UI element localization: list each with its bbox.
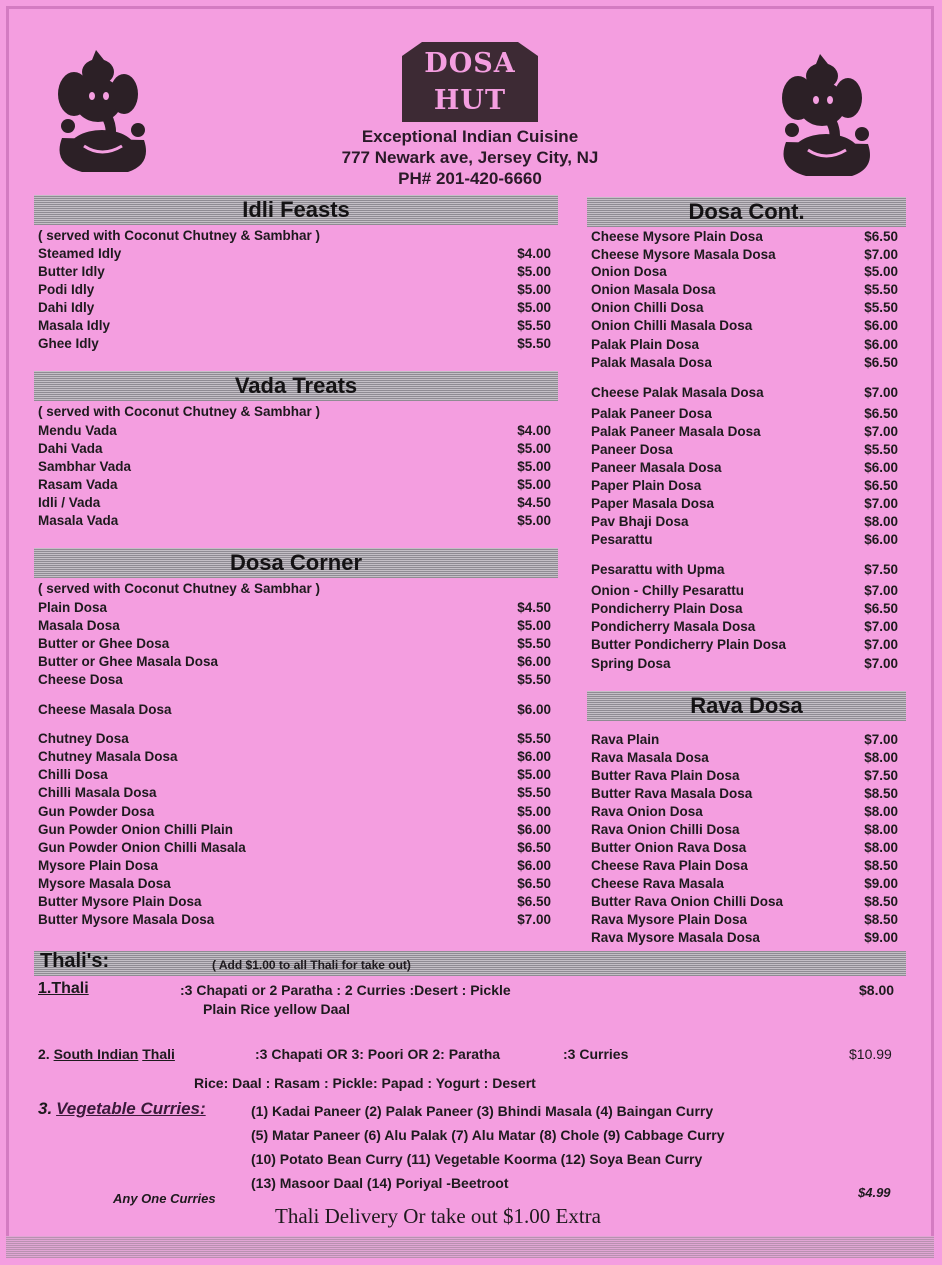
item-name: Butter Idly xyxy=(38,264,105,279)
menu-item xyxy=(591,911,898,929)
menu-item xyxy=(591,618,898,636)
item-price: $7.00 xyxy=(864,637,898,652)
item-price: $9.00 xyxy=(864,930,898,945)
item-price: $6.00 xyxy=(517,702,551,717)
item-name: Paneer Masala Dosa xyxy=(591,460,722,475)
menu-item xyxy=(38,440,551,458)
logo-line2: HUT xyxy=(433,85,507,116)
menu-item xyxy=(591,336,898,354)
item-name: Plain Dosa xyxy=(38,600,108,615)
item-price: $6.00 xyxy=(864,460,898,475)
thali-1-label: 1.Thali xyxy=(38,980,89,997)
item-name: Butter Pondicherry Plain Dosa xyxy=(591,637,787,652)
menu-item xyxy=(591,423,898,441)
dosa-corner-section-title: Dosa Corner xyxy=(34,548,558,578)
item-price: $7.50 xyxy=(864,562,898,577)
item-name: Pesarattu xyxy=(591,532,653,547)
menu-item xyxy=(38,671,551,689)
item-price: $7.00 xyxy=(864,619,898,634)
item-price: $4.00 xyxy=(517,246,551,261)
item-price: $7.00 xyxy=(864,424,898,439)
menu-item xyxy=(591,767,898,785)
menu-item xyxy=(38,599,551,617)
menu-item xyxy=(38,730,551,748)
item-price: $7.00 xyxy=(864,656,898,671)
tagline: Exceptional Indian Cuisine xyxy=(361,127,579,146)
dosa-cont-section-title: Dosa Cont. xyxy=(587,197,906,227)
menu-item xyxy=(591,839,898,857)
item-name: Rasam Vada xyxy=(38,477,118,492)
thali-2-line2: Rice: Daal : Rasam : Pickle: Papad : Yogurt : Desert xyxy=(194,1075,536,1091)
item-name: Cheese Dosa xyxy=(38,672,123,687)
item-name: Onion Chilli Masala Dosa xyxy=(591,318,753,333)
item-name: Dahi Vada xyxy=(38,441,103,456)
item-name: Cheese Mysore Plain Dosa xyxy=(591,229,763,244)
menu-item xyxy=(38,281,551,299)
item-price: $7.00 xyxy=(864,732,898,747)
item-price: $7.00 xyxy=(864,385,898,400)
menu-item xyxy=(38,821,551,839)
menu-item xyxy=(38,299,551,317)
item-name: Rava Onion Dosa xyxy=(591,804,703,819)
item-price: $5.00 xyxy=(864,264,898,279)
item-name: Chilli Masala Dosa xyxy=(38,785,157,800)
item-price: $8.50 xyxy=(864,858,898,873)
item-name: Spring Dosa xyxy=(591,656,671,671)
idli-note: ( served with Coconut Chutney & Sambhar ) xyxy=(38,228,321,243)
menu-item xyxy=(591,785,898,803)
item-price: $5.50 xyxy=(517,636,551,651)
item-name: Onion - Chilly Pesarattu xyxy=(591,583,745,598)
any-one-curries: Any One Curries xyxy=(113,1191,216,1206)
menu-item xyxy=(591,803,898,821)
veg-curries-line4: (13) Masoor Daal (14) Poriyal -Beetroot xyxy=(251,1175,509,1191)
menu-item xyxy=(591,299,898,317)
thali-2-label-b: Thali xyxy=(142,1046,175,1062)
item-name: Rava Plain xyxy=(591,732,660,747)
item-name: Onion Dosa xyxy=(591,264,667,279)
item-price: $5.00 xyxy=(517,477,551,492)
vada-note: ( served with Coconut Chutney & Sambhar ) xyxy=(38,404,321,419)
item-price: $5.00 xyxy=(517,804,551,819)
dosa-corner-note: ( served with Coconut Chutney & Sambhar ) xyxy=(38,581,321,596)
menu-item xyxy=(591,600,898,618)
item-name: Butter Rava Plain Dosa xyxy=(591,768,740,783)
bottom-band xyxy=(6,1236,934,1258)
item-price: $8.00 xyxy=(864,514,898,529)
item-name: Rava Mysore Masala Dosa xyxy=(591,930,760,945)
logo-line1: DOSA xyxy=(424,48,516,79)
thali-1-line1: :3 Chapati or 2 Paratha : 2 Curries :Desert : Pickle xyxy=(180,982,511,998)
item-price: $7.00 xyxy=(864,247,898,262)
item-name: Cheese Rava Masala xyxy=(591,876,724,891)
item-name: Cheese Rava Plain Dosa xyxy=(591,858,748,873)
item-name: Gun Powder Dosa xyxy=(38,804,155,819)
menu-item xyxy=(591,441,898,459)
item-price: $6.00 xyxy=(517,858,551,873)
item-name: Masala Idly xyxy=(38,318,111,333)
menu-item xyxy=(591,354,898,372)
vada-section-title: Vada Treats xyxy=(34,371,558,401)
item-name: Paneer Dosa xyxy=(591,442,673,457)
menu-item xyxy=(591,228,898,246)
item-price: $8.00 xyxy=(864,822,898,837)
item-price: $5.50 xyxy=(864,300,898,315)
ganesh-icon xyxy=(48,46,158,181)
thali-3-num: 3. xyxy=(38,1099,53,1118)
menu-item xyxy=(38,875,551,893)
item-price: $5.00 xyxy=(517,618,551,633)
menu-item xyxy=(591,317,898,335)
ganesh-icon xyxy=(772,50,882,185)
menu-item xyxy=(591,636,898,654)
item-price: $6.50 xyxy=(864,406,898,421)
menu-item xyxy=(38,857,551,875)
item-name: Cheese Masala Dosa xyxy=(38,702,172,717)
item-price: $6.00 xyxy=(517,654,551,669)
item-name: Chutney Dosa xyxy=(38,731,129,746)
item-price: $4.50 xyxy=(517,495,551,510)
menu-item xyxy=(591,731,898,749)
thali-2-price: $10.99 xyxy=(849,1046,892,1062)
thali-3-label-text: Vegetable Curries: xyxy=(56,1099,206,1118)
item-price: $5.50 xyxy=(517,731,551,746)
menu-item xyxy=(38,839,551,857)
item-name: Butter Onion Rava Dosa xyxy=(591,840,747,855)
menu-item xyxy=(38,766,551,784)
thali-band xyxy=(34,951,906,976)
item-price: $5.00 xyxy=(517,300,551,315)
item-price: $6.00 xyxy=(517,749,551,764)
item-price: $4.00 xyxy=(517,423,551,438)
item-price: $5.00 xyxy=(517,459,551,474)
address: 777 Newark ave, Jersey City, NJ xyxy=(341,148,599,167)
menu-item xyxy=(38,893,551,911)
menu-item xyxy=(591,655,898,673)
menu-item xyxy=(591,384,898,402)
item-price: $8.00 xyxy=(864,750,898,765)
item-name: Pondicherry Masala Dosa xyxy=(591,619,756,634)
thali-title: Thali's: xyxy=(40,950,110,972)
item-name: Idli / Vada xyxy=(38,495,101,510)
menu-item xyxy=(591,857,898,875)
thali-2-line1b: :3 Curries xyxy=(563,1046,629,1062)
item-price: $6.00 xyxy=(517,822,551,837)
item-price: $6.50 xyxy=(864,229,898,244)
item-name: Onion Chilli Dosa xyxy=(591,300,704,315)
item-name: Rava Mysore Plain Dosa xyxy=(591,912,748,927)
item-name: Pondicherry Plain Dosa xyxy=(591,601,743,616)
item-name: Butter Rava Onion Chilli Dosa xyxy=(591,894,784,909)
thali-2-label xyxy=(38,1046,175,1062)
item-price: $5.50 xyxy=(517,336,551,351)
menu-item xyxy=(38,317,551,335)
veg-curries-line3: (10) Potato Bean Curry (11) Vegetable Koorma (12) Soya Bean Curry xyxy=(251,1151,703,1167)
item-name: Cheese Mysore Masala Dosa xyxy=(591,247,776,262)
item-price: $5.00 xyxy=(517,441,551,456)
veg-curries-line1: (1) Kadai Paneer (2) Palak Paneer (3) Bhindi Masala (4) Baingan Curry xyxy=(251,1103,714,1119)
item-name: Rava Masala Dosa xyxy=(591,750,709,765)
menu-item xyxy=(591,582,898,600)
menu-item xyxy=(591,513,898,531)
item-price: $9.00 xyxy=(864,876,898,891)
thali-2-label-a: South Indian xyxy=(53,1046,139,1062)
menu-item xyxy=(591,929,898,947)
thali-2-num: 2. xyxy=(38,1046,50,1062)
menu-item xyxy=(591,246,898,264)
item-name: Butter Rava Masala Dosa xyxy=(591,786,753,801)
item-name: Paper Plain Dosa xyxy=(591,478,702,493)
rava-section-title: Rava Dosa xyxy=(587,691,906,721)
item-price: $5.00 xyxy=(517,282,551,297)
item-price: $4.50 xyxy=(517,600,551,615)
item-price: $8.00 xyxy=(864,804,898,819)
thali-1-price: $8.00 xyxy=(859,982,895,998)
menu-item xyxy=(591,749,898,767)
menu-item xyxy=(591,875,898,893)
thali-note: ( Add $1.00 to all Thali for take out) xyxy=(212,958,411,972)
item-name: Butter Mysore Plain Dosa xyxy=(38,894,202,909)
menu-item xyxy=(38,653,551,671)
idli-section-title: Idli Feasts xyxy=(34,195,558,225)
item-price: $5.50 xyxy=(864,442,898,457)
item-price: $7.50 xyxy=(864,768,898,783)
item-price: $6.00 xyxy=(864,318,898,333)
menu-item xyxy=(591,561,898,579)
item-price: $6.00 xyxy=(864,532,898,547)
item-price: $5.00 xyxy=(517,264,551,279)
item-price: $6.50 xyxy=(864,601,898,616)
item-name: Paper Masala Dosa xyxy=(591,496,715,511)
item-price: $5.00 xyxy=(517,513,551,528)
menu-item xyxy=(591,477,898,495)
menu-item xyxy=(38,422,551,440)
menu-item xyxy=(38,803,551,821)
item-price: $5.50 xyxy=(517,318,551,333)
menu-item xyxy=(38,512,551,530)
item-name: Chutney Masala Dosa xyxy=(38,749,178,764)
menu-item xyxy=(38,476,551,494)
menu-item xyxy=(38,458,551,476)
menu-item xyxy=(38,263,551,281)
item-price: $8.50 xyxy=(864,912,898,927)
item-name: Cheese Palak Masala Dosa xyxy=(591,385,764,400)
menu-item xyxy=(591,459,898,477)
veg-curries-line2: (5) Matar Paneer (6) Alu Palak (7) Alu Matar (8) Chole (9) Cabbage Curry xyxy=(251,1127,725,1143)
item-name: Mysore Masala Dosa xyxy=(38,876,171,891)
item-price: $6.00 xyxy=(864,337,898,352)
item-name: Mysore Plain Dosa xyxy=(38,858,159,873)
menu-item xyxy=(591,495,898,513)
menu-item xyxy=(591,263,898,281)
veg-curries-price: $4.99 xyxy=(858,1185,891,1200)
item-price: $6.50 xyxy=(864,355,898,370)
item-name: Podi Idly xyxy=(38,282,95,297)
item-price: $8.50 xyxy=(864,894,898,909)
item-price: $6.50 xyxy=(517,840,551,855)
item-price: $7.00 xyxy=(864,496,898,511)
item-name: Sambhar Vada xyxy=(38,459,132,474)
item-name: Gun Powder Onion Chilli Masala xyxy=(38,840,246,855)
item-name: Palak Paneer Masala Dosa xyxy=(591,424,761,439)
menu-item xyxy=(591,281,898,299)
item-name: Dahi Idly xyxy=(38,300,95,315)
item-price: $7.00 xyxy=(864,583,898,598)
phone: PH# 201-420-6660 xyxy=(398,169,542,188)
item-name: Onion Masala Dosa xyxy=(591,282,716,297)
item-price: $5.00 xyxy=(517,767,551,782)
menu-item xyxy=(38,335,551,353)
menu-item xyxy=(38,784,551,802)
item-name: Rava Onion Chilli Dosa xyxy=(591,822,740,837)
item-name: Butter or Ghee Dosa xyxy=(38,636,170,651)
item-name: Mendu Vada xyxy=(38,423,117,438)
item-name: Palak Plain Dosa xyxy=(591,337,700,352)
item-price: $5.50 xyxy=(864,282,898,297)
menu-item xyxy=(38,911,551,929)
thali-footer: Thali Delivery Or take out $1.00 Extra xyxy=(275,1204,601,1228)
thali-1-line2: Plain Rice yellow Daal xyxy=(203,1001,351,1017)
dosa-hut-logo xyxy=(402,42,538,122)
item-name: Masala Vada xyxy=(38,513,119,528)
menu-item xyxy=(38,701,551,719)
item-name: Steamed Idly xyxy=(38,246,122,261)
item-name: Palak Paneer Dosa xyxy=(591,406,712,421)
item-name: Pesarattu with Upma xyxy=(591,562,725,577)
item-price: $5.50 xyxy=(517,785,551,800)
item-name: Butter or Ghee Masala Dosa xyxy=(38,654,219,669)
item-price: $6.50 xyxy=(517,894,551,909)
menu-item xyxy=(591,405,898,423)
menu-item xyxy=(38,494,551,512)
menu-item xyxy=(38,617,551,635)
item-price: $8.00 xyxy=(864,840,898,855)
item-price: $7.00 xyxy=(517,912,551,927)
thali-2-line1: :3 Chapati OR 3: Poori OR 2: Paratha xyxy=(255,1046,501,1062)
item-name: Palak Masala Dosa xyxy=(591,355,712,370)
menu-item xyxy=(38,748,551,766)
item-price: $5.50 xyxy=(517,672,551,687)
item-name: Chilli Dosa xyxy=(38,767,108,782)
item-name: Ghee Idly xyxy=(38,336,99,351)
item-price: $6.50 xyxy=(864,478,898,493)
item-name: Masala Dosa xyxy=(38,618,120,633)
menu-item xyxy=(38,245,551,263)
thali-3-label xyxy=(38,1099,206,1119)
item-price: $8.50 xyxy=(864,786,898,801)
menu-item xyxy=(591,531,898,549)
item-name: Gun Powder Onion Chilli Plain xyxy=(38,822,234,837)
item-price: $6.50 xyxy=(517,876,551,891)
menu-item xyxy=(591,821,898,839)
item-name: Butter Mysore Masala Dosa xyxy=(38,912,215,927)
item-name: Pav Bhaji Dosa xyxy=(591,514,689,529)
menu-item xyxy=(591,893,898,911)
menu-item xyxy=(38,635,551,653)
